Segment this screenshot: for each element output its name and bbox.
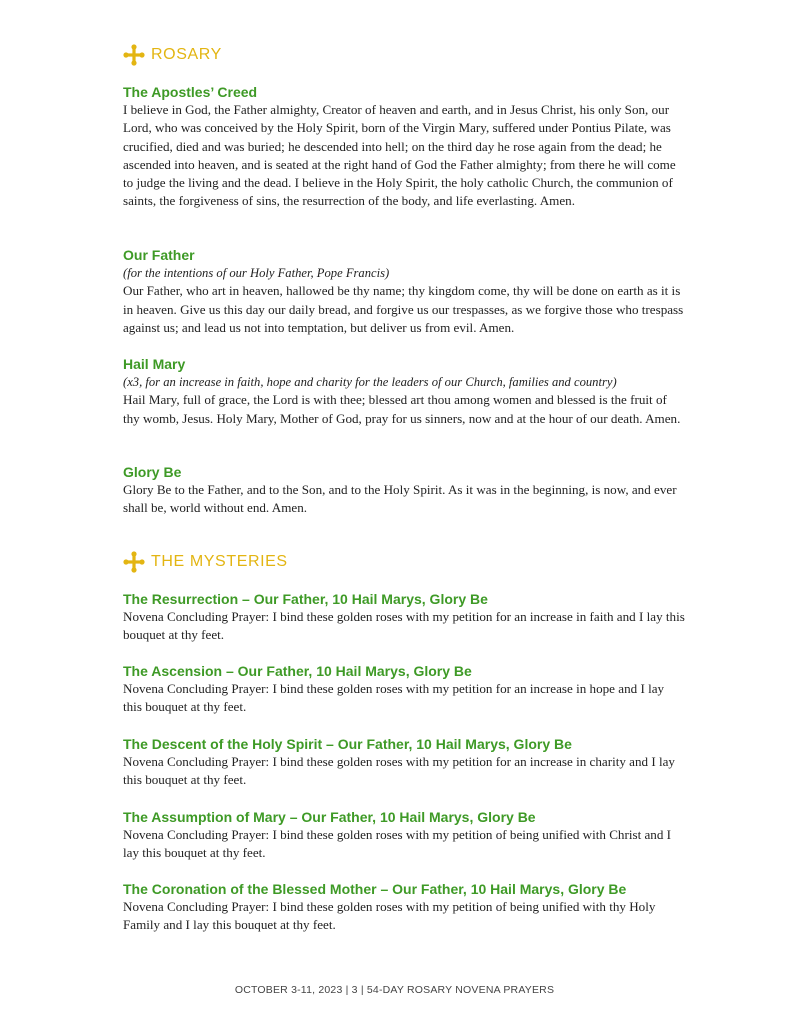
prayer-glory-be: [123, 463, 685, 518]
mystery-title: The Assumption of Mary – Our Father, 10 Hail Marys, Glory Be: [123, 809, 536, 825]
mystery-text: Novena Concluding Prayer: I bind these golden roses with my petition for an increase in faith and I lay this bouquet at thy feet.: [123, 609, 685, 643]
mystery-text: Novena Concluding Prayer: I bind these golden roses with my petition for an increase in hope and I lay this bouquet at thy feet.: [123, 681, 665, 715]
prayer-text: Hail Mary, full of grace, the Lord is with thee; blessed art thou among women and blessed is the fruit of thy womb, Jesus. Holy Mary, Mother of God, pray for us sinners, now and at the hour of our death. Amen.: [123, 392, 681, 426]
prayer-hail-mary: [123, 355, 685, 428]
mystery-text: Novena Concluding Prayer: I bind these golden roses with my petition of being unified with Christ and I lay this bouquet at thy feet.: [123, 827, 672, 861]
mystery-resurrection: [123, 590, 685, 645]
prayer-apostles-creed: [123, 83, 685, 211]
page-footer: OCTOBER 3-11, 2023 | 3 | 54-DAY ROSARY NOVENA PRAYERS: [234, 984, 555, 996]
mystery-assumption: [123, 808, 685, 863]
mystery-title: The Coronation of the Blessed Mother – Our Father, 10 Hail Marys, Glory Be: [123, 881, 627, 897]
mystery-coronation: [123, 880, 685, 935]
prayer-title: The Apostles’ Creed: [123, 84, 258, 100]
prayer-text: Glory Be to the Father, and to the Son, and to the Holy Spirit. As it was in the beginning, is now, and ever shall be, world without end. Amen.: [123, 482, 677, 516]
prayer-title: Our Father: [123, 247, 195, 263]
section-header-mysteries: [123, 551, 288, 573]
gold-cross-icon: [123, 44, 145, 66]
prayer-text: Our Father, who art in heaven, hallowed be thy name; thy kingdom come, thy will be done on earth as it is in heaven. Give us this day our daily bread, and forgive us our trespasses, as we forgive those who trespass against us; and lead us not into temptation, but deliver us from evil. Amen.: [123, 283, 684, 335]
prayer-text: I believe in God, the Father almighty, Creator of heaven and earth, and in Jesus Christ, his only Son, our Lord, who was conceived by the Holy Spirit, born of the Virgin Mary, suffered under Pontius Pilate, was crucified, died and was buried; he descended into hell; on the third day he rose again from the dead; he ascended into heaven, and is seated at the right hand of God the Father almighty; from there he will come to judge the living and the dead. I believe in the Holy Spirit, the holy catholic Church, the communion of saints, the forgiveness of sins, the resurrection of the body, and life everlasting. Amen.: [123, 102, 676, 209]
prayer-intention: (x3, for an increase in faith, hope and charity for the leaders of our Church, families and country): [123, 375, 617, 389]
mystery-descent-holy-spirit: [123, 735, 685, 790]
prayer-title: Hail Mary: [123, 356, 186, 372]
mystery-text: Novena Concluding Prayer: I bind these golden roses with my petition for an increase in charity and I lay this bouquet at thy feet.: [123, 754, 675, 788]
prayer-intention: (for the intentions of our Holy Father, Pope Francis): [123, 266, 390, 280]
mystery-ascension: [123, 662, 685, 717]
mystery-title: The Resurrection – Our Father, 10 Hail Marys, Glory Be: [123, 591, 488, 607]
mystery-title: The Descent of the Holy Spirit – Our Father, 10 Hail Marys, Glory Be: [123, 736, 572, 752]
section-header-rosary: [123, 44, 222, 66]
mystery-title: The Ascension – Our Father, 10 Hail Marys, Glory Be: [123, 663, 472, 679]
gold-cross-icon: [123, 551, 145, 573]
mystery-text: Novena Concluding Prayer: I bind these golden roses with my petition of being unified with thy Holy Family and I lay this bouquet at thy feet.: [123, 899, 656, 933]
section-title: THE MYSTERIES: [151, 553, 288, 570]
section-title: ROSARY: [151, 46, 222, 63]
prayer-our-father: [123, 246, 685, 337]
prayer-title: Glory Be: [123, 464, 182, 480]
